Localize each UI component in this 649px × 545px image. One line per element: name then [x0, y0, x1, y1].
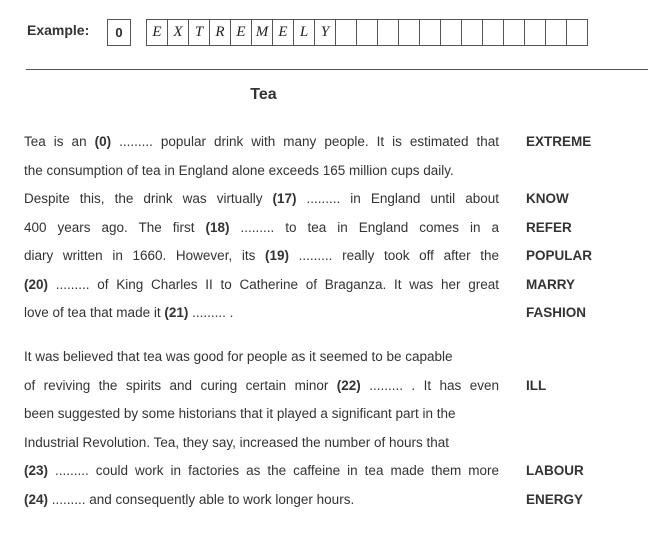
letter-box — [546, 20, 567, 45]
gap-number: (0) — [94, 134, 112, 149]
letter-box: Y — [315, 20, 336, 45]
gap-number: (21) — [164, 305, 189, 320]
text-line — [24, 191, 499, 206]
stem-word: ILL — [526, 377, 547, 393]
gap-number: (20) — [24, 276, 49, 292]
line-text: the consumption of tea in England alone exceeds 165 million cups daily. — [24, 162, 454, 178]
gap-number: (22) — [336, 377, 361, 393]
letter-box: E — [273, 20, 294, 45]
line-text: 400 years ago. The first — [24, 219, 206, 235]
text-line — [24, 406, 499, 421]
text-line — [24, 463, 499, 478]
text-line — [24, 492, 499, 507]
letter-box: T — [189, 20, 210, 45]
text-line — [24, 435, 499, 450]
gap-number: (24) — [24, 491, 49, 507]
letter-box: R — [210, 20, 231, 45]
gap-text: ......... . — [188, 305, 234, 320]
text-line — [24, 163, 499, 178]
text-line — [24, 248, 499, 263]
letter-box — [462, 20, 483, 45]
gap-text: ......... could work in factories as the caffeine in tea made them more — [48, 463, 499, 478]
example-number-box: 0 — [107, 19, 131, 46]
text-line — [24, 305, 499, 320]
divider — [26, 69, 648, 70]
letter-box — [336, 20, 357, 45]
text-line — [24, 277, 499, 292]
line-text: diary written in 1660. However, its — [24, 248, 265, 263]
line-text: of reviving the spirits and curing certain minor — [24, 377, 337, 393]
gap-number: (18) — [205, 219, 230, 235]
stem-word: POPULAR — [526, 248, 593, 263]
letter-box — [420, 20, 441, 45]
stem-word: KNOW — [526, 191, 569, 206]
line-text: Tea is an — [24, 134, 95, 149]
gap-text: ......... really took off after the — [289, 248, 499, 263]
stem-word: FASHION — [526, 305, 587, 320]
gap-text: ......... in England until about — [296, 191, 499, 206]
gap-text: ......... of King Charles II to Catherine of Braganza. It was her great — [48, 276, 499, 292]
example-letter-boxes — [146, 19, 588, 46]
gap-number: (17) — [272, 191, 297, 206]
letter-box — [567, 20, 587, 45]
letter-box — [483, 20, 504, 45]
stem-word: ENERGY — [526, 491, 584, 507]
line-text: It was believed that tea was good for people as it seemed to be capable — [24, 349, 453, 364]
gap-text: ......... to tea in England comes in a — [229, 219, 499, 235]
stem-word: EXTREME — [526, 134, 592, 149]
letter-box: E — [231, 20, 252, 45]
letter-box — [525, 20, 546, 45]
text-line — [24, 349, 499, 364]
example-label: Example: — [27, 22, 90, 38]
letter-box — [504, 20, 525, 45]
letter-box — [378, 20, 399, 45]
letter-box: M — [252, 20, 273, 45]
letter-box: L — [294, 20, 315, 45]
letter-box — [357, 20, 378, 45]
gap-text: ......... and consequently able to work longer hours. — [48, 491, 355, 507]
text-line — [24, 378, 499, 393]
letter-box — [399, 20, 420, 45]
line-text: Industrial Revolution. Tea, they say, increased the number of hours that — [24, 434, 449, 450]
line-text: Despite this, the drink was virtually — [24, 191, 273, 206]
letter-box — [441, 20, 462, 45]
letter-box: E — [147, 20, 168, 45]
gap-text: ......... . It has even — [360, 377, 499, 393]
text-line — [24, 220, 499, 235]
line-text: love of tea that made it — [24, 305, 165, 320]
gap-text: ......... popular drink with many people. It is estimated that — [111, 134, 499, 149]
stem-word: LABOUR — [526, 463, 584, 478]
page-title: Tea — [250, 86, 277, 103]
gap-number: (19) — [265, 248, 290, 263]
letter-box: X — [168, 20, 189, 45]
stem-word: MARRY — [526, 276, 575, 292]
line-text: been suggested by some historians that it played a significant part in the — [24, 406, 456, 421]
stem-word: REFER — [526, 219, 572, 235]
text-line — [24, 134, 499, 149]
gap-number: (23) — [24, 463, 49, 478]
